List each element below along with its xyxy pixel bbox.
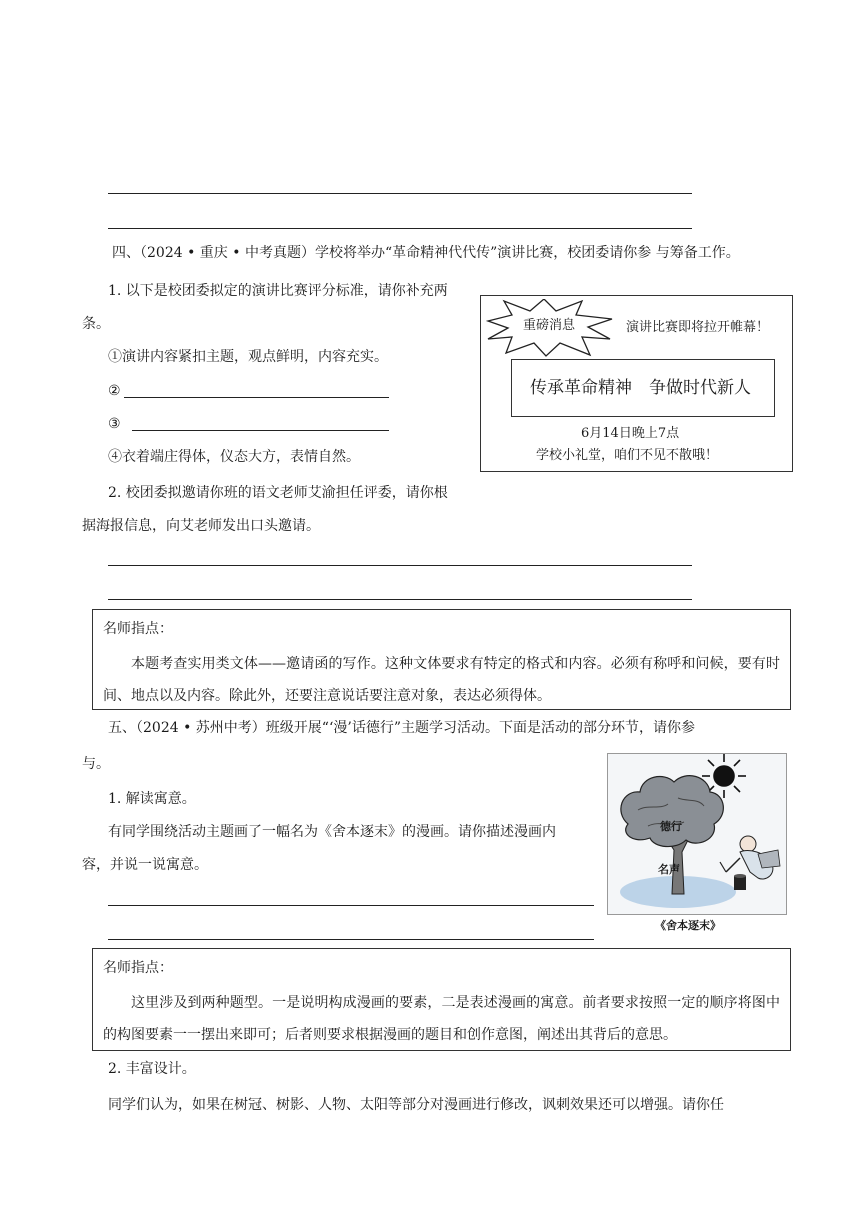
poster-slogan: 传承革命精神 争做时代新人 <box>530 378 751 398</box>
teacher-tip-body: 本题考查实用类文体——邀请函的写作。这种文体要求有特定的格式和内容。必须有称呼和问候，要有时间、地点以及内容。除此外，还要注意说话要注意对象，表达必须得体。 <box>103 656 780 704</box>
poster <box>480 295 793 472</box>
answer-line[interactable] <box>108 905 594 906</box>
teacher-tip-title: 名师指点： <box>103 960 173 976</box>
question-1-line: 容，并说一说寓意。 <box>82 857 208 873</box>
section5-heading: 与。 <box>82 756 110 772</box>
poster-time: 6月14日晚上7点 <box>581 426 680 441</box>
poster-burst-text: 重磅消息 <box>523 318 576 333</box>
question-1-line: 1. 以下是校团委拟定的演讲比赛评分标准，请你补充两 <box>108 283 448 299</box>
question-2-line: 据海报信息，向艾老师发出口头邀请。 <box>82 518 320 534</box>
answer-line[interactable] <box>108 228 692 229</box>
section4-heading: 四、（2024 • 重庆 • 中考真题）学校将举办“革命精神代代传”演讲比赛，校团委请你参 与筹备工作。 <box>112 245 740 261</box>
answer-line[interactable] <box>108 599 692 600</box>
criteria-item-4: ④衣着端庄得体，仪态大方，表情自然。 <box>108 449 360 465</box>
criteria-3-answer-line[interactable] <box>132 430 389 431</box>
answer-line[interactable] <box>108 939 594 940</box>
teacher-tip-body: 这里涉及到两种题型。一是说明构成漫画的要素，二是表述漫画的寓意。前者要求按照一定的顺序将图中的构图要素一一摆出来即可；后者则要求根据漫画的题目和创作意图，阐述出其背后的意思。 <box>103 995 780 1043</box>
cartoon-caption: 《舍本逐末》 <box>655 919 721 932</box>
criteria-item-3-label: ③ <box>108 416 121 432</box>
cartoon-image <box>607 753 787 915</box>
poster-headline: 演讲比赛即将拉开帷幕！ <box>626 320 770 335</box>
poster-place: 学校小礼堂，咱们不见不散哦！ <box>536 448 719 463</box>
teacher-tip-title: 名师指点： <box>103 621 173 637</box>
section5-heading: 五、（2024 • 苏州中考）班级开展“‘漫’话德行”主题学习活动。下面是活动的部分环节，请你参 <box>108 720 695 736</box>
question-1-title: 1. 解读寓意。 <box>108 791 196 807</box>
criteria-2-answer-line[interactable] <box>124 397 389 398</box>
teacher-tip-box <box>92 948 791 1051</box>
cartoon-tree-label: 德行 <box>660 820 682 833</box>
question-2-title: 2. 丰富设计。 <box>108 1061 196 1077</box>
cartoon-illustration-icon <box>608 754 786 914</box>
answer-line[interactable] <box>108 193 692 194</box>
poster-slogan-box <box>511 359 775 417</box>
cartoon-ground-label: 名声 <box>658 863 680 876</box>
question-1-line: 条。 <box>82 316 110 332</box>
question-2-line: 同学们认为，如果在树冠、树影、人物、太阳等部分对漫画进行修改，讽刺效果还可以增强。请你任 <box>108 1097 724 1113</box>
teacher-tip-box <box>92 609 791 710</box>
question-1-line: 有同学围绕活动主题画了一幅名为《舍本逐末》的漫画。请你描述漫画内 <box>108 824 556 840</box>
criteria-item-2-label: ② <box>108 383 121 399</box>
criteria-item-1: ①演讲内容紧扣主题，观点鲜明，内容充实。 <box>108 349 388 365</box>
question-2-line: 2. 校团委拟邀请你班的语文老师艾渝担任评委，请你根 <box>108 485 448 501</box>
answer-line[interactable] <box>108 565 692 566</box>
